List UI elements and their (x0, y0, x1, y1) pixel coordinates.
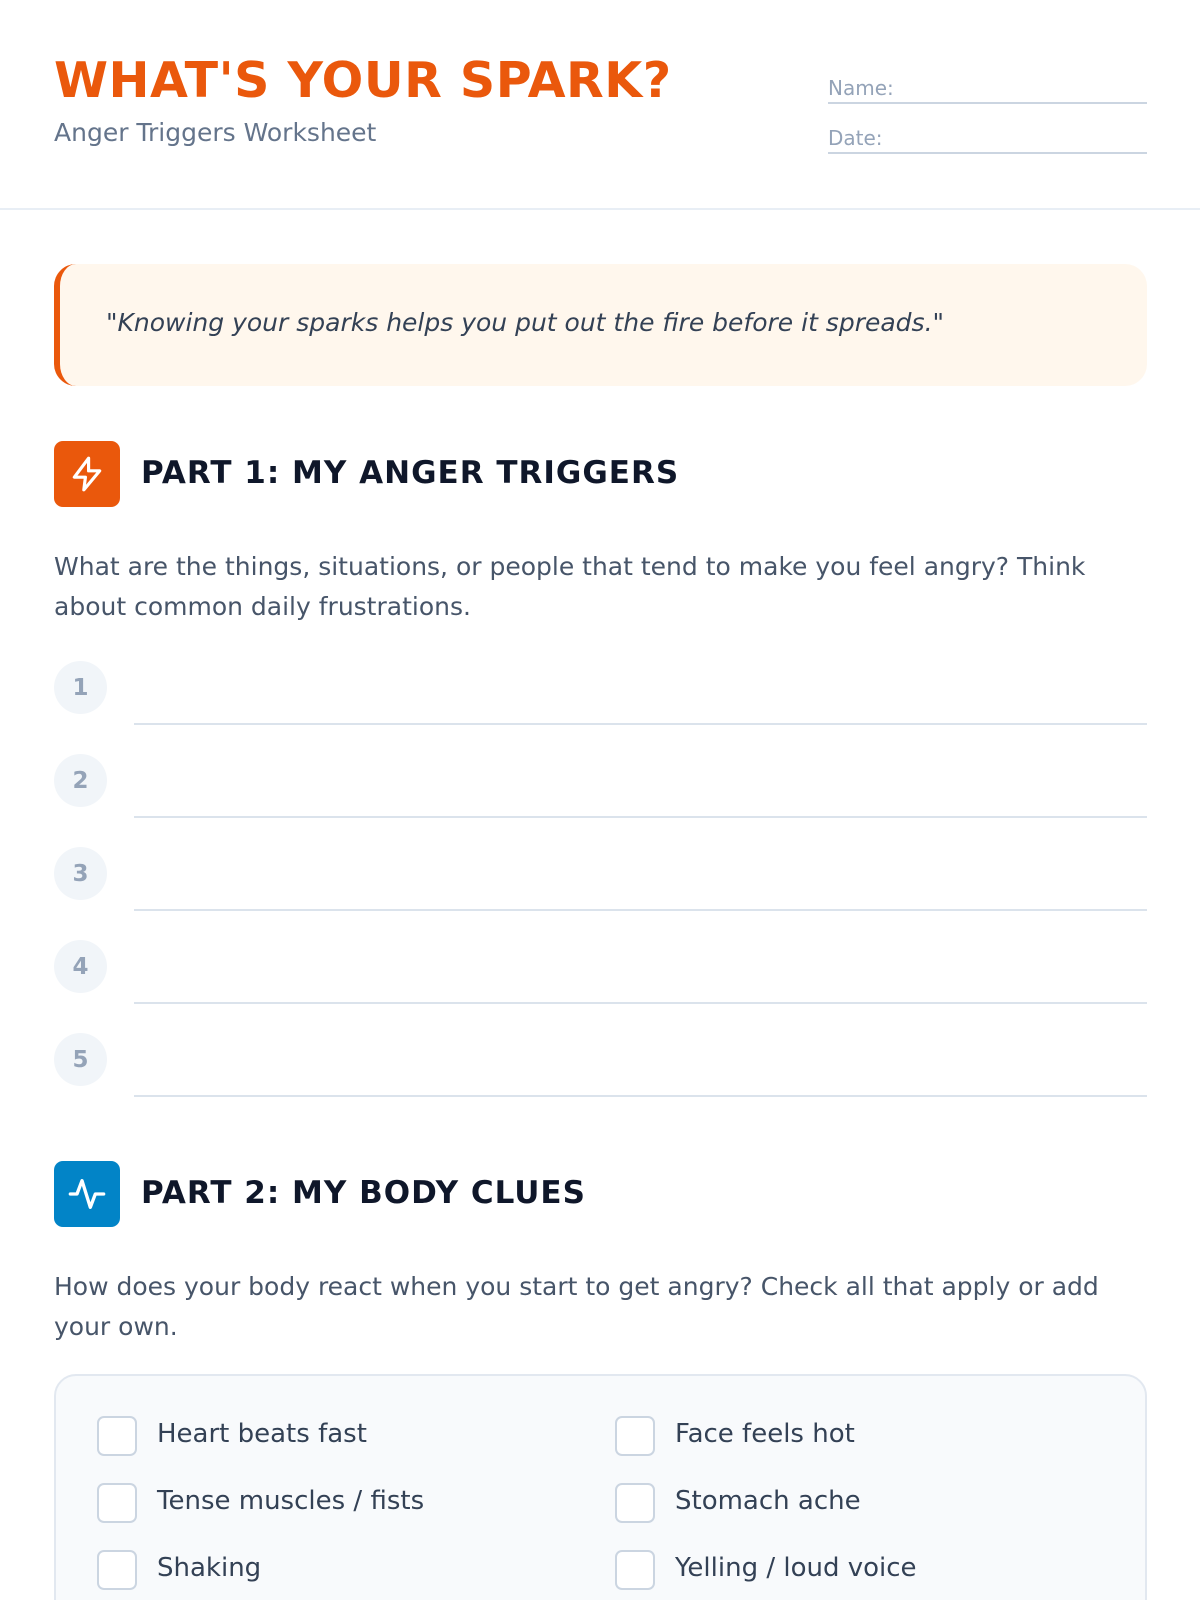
trigger-row[interactable] (54, 847, 1147, 903)
checklist-label: Tense muscles / fists (157, 1486, 425, 1516)
trigger-row[interactable] (54, 940, 1147, 996)
name-field[interactable] (828, 72, 1147, 104)
row-number: 5 (54, 1033, 107, 1086)
part2-description: How does your body react when you start to get angry? Check all that apply or add your own. (54, 1272, 1099, 1341)
row-number: 1 (54, 661, 107, 714)
checklist-label: Shaking (157, 1553, 262, 1583)
checklist-label: Heart beats fast (157, 1419, 367, 1449)
worksheet-header (0, 0, 1200, 210)
answer-line[interactable] (134, 816, 1147, 818)
checkbox[interactable] (615, 1483, 655, 1523)
checkbox[interactable] (97, 1416, 137, 1456)
answer-line[interactable] (134, 1002, 1147, 1004)
body-clues-checklist (54, 1374, 1147, 1600)
worksheet-title: WHAT'S YOUR SPARK? (54, 52, 672, 109)
checkbox[interactable] (97, 1483, 137, 1523)
checklist-label: Stomach ache (675, 1486, 861, 1516)
part1-title: PART 1: MY ANGER TRIGGERS (141, 455, 680, 491)
answer-line[interactable] (134, 909, 1147, 911)
checkbox[interactable] (615, 1416, 655, 1456)
answer-line[interactable] (134, 1095, 1147, 1097)
date-label: Date: (828, 126, 883, 150)
lightning-bolt-icon (54, 441, 120, 507)
row-number: 4 (54, 940, 107, 993)
part1-description: What are the things, situations, or people that tend to make you feel angry? Think about common daily frustrations. (54, 552, 1086, 621)
trigger-row[interactable] (54, 754, 1147, 810)
name-label: Name: (828, 76, 894, 100)
checklist-label: Yelling / loud voice (675, 1553, 917, 1583)
checklist-label: Face feels hot (675, 1419, 855, 1449)
checkbox[interactable] (97, 1550, 137, 1590)
row-number: 3 (54, 847, 107, 900)
part2-title: PART 2: MY BODY CLUES (141, 1175, 586, 1211)
quote-text: "Knowing your sparks helps you put out the fire before it spreads." (106, 308, 945, 337)
quote-callout (54, 264, 1147, 386)
trigger-row[interactable] (54, 1033, 1147, 1089)
row-number: 2 (54, 754, 107, 807)
worksheet-subtitle: Anger Triggers Worksheet (54, 118, 377, 147)
pulse-icon (54, 1161, 120, 1227)
answer-line[interactable] (134, 723, 1147, 725)
date-field[interactable] (828, 122, 1147, 154)
checkbox[interactable] (615, 1550, 655, 1590)
trigger-row[interactable] (54, 661, 1147, 717)
